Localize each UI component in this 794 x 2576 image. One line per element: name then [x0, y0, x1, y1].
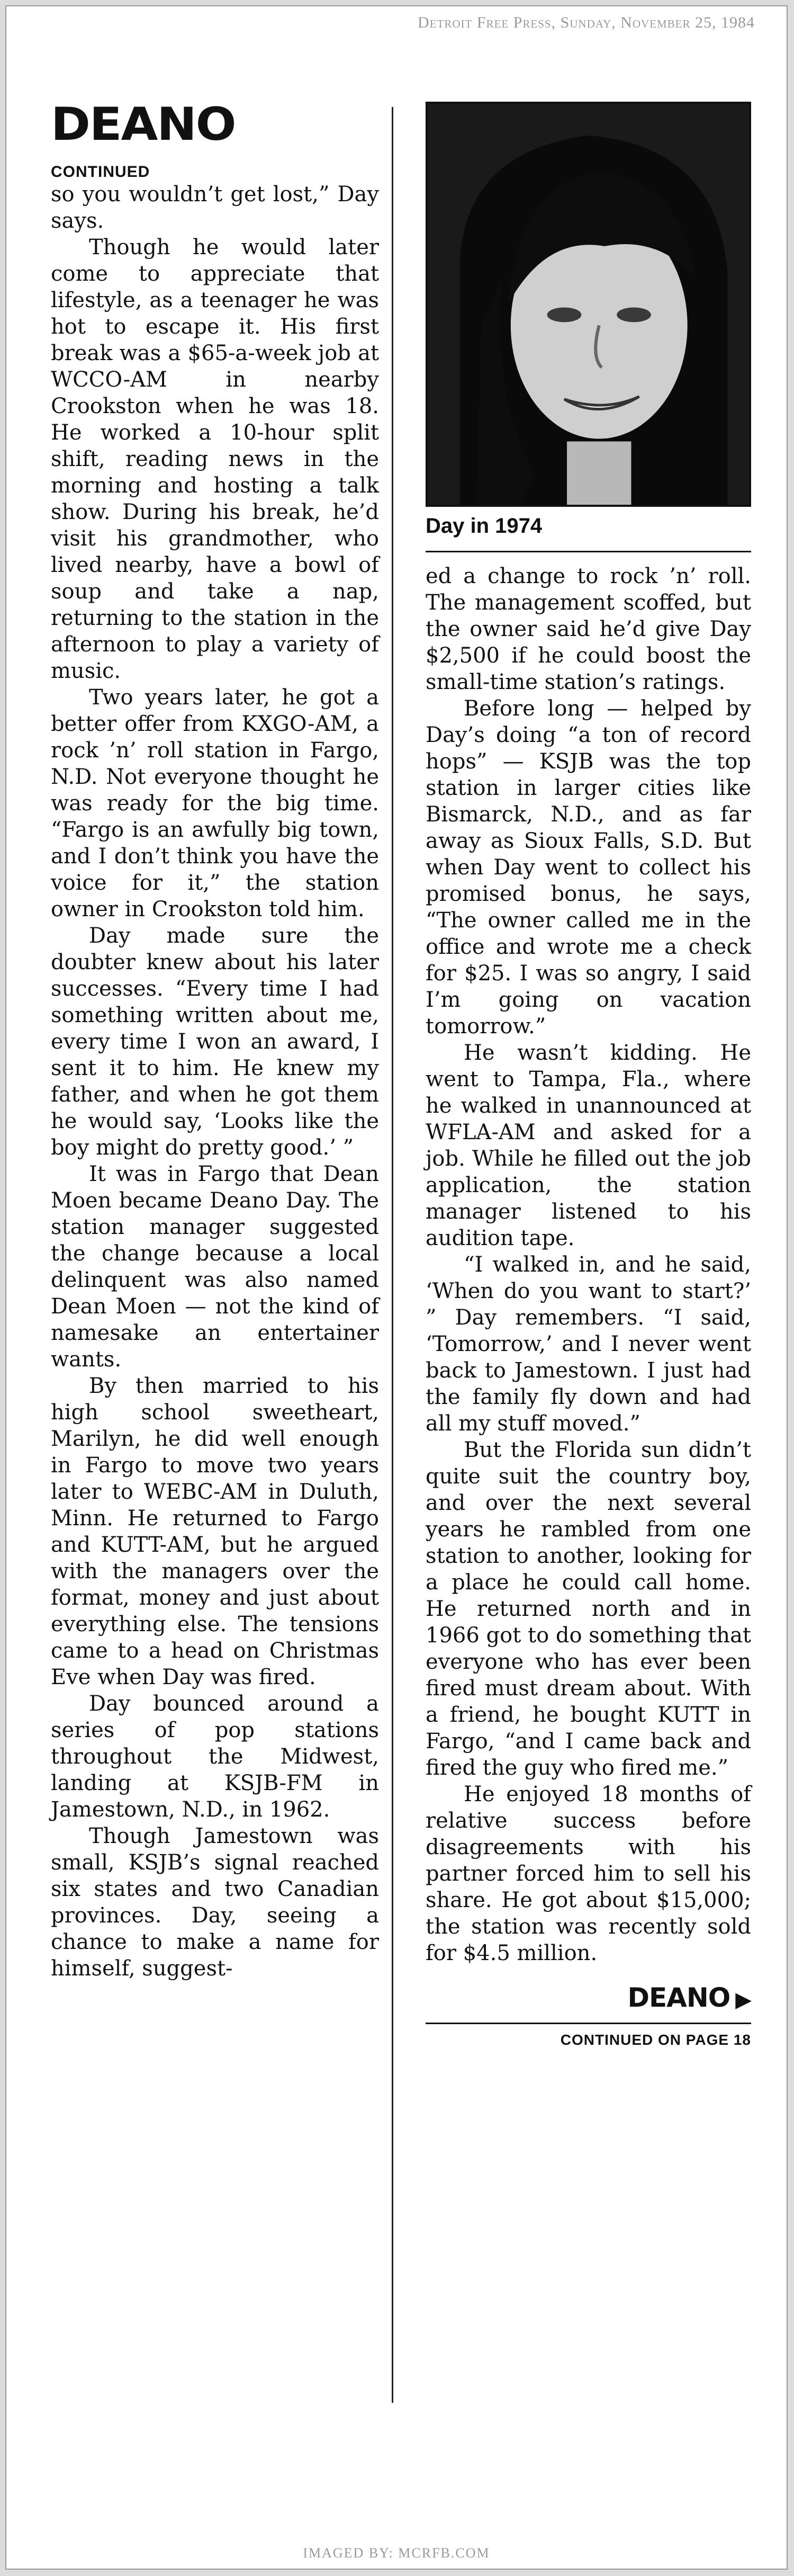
right-triangle-icon: ▶	[735, 1988, 751, 2012]
headline: DEANO	[51, 98, 236, 151]
image-credit: IMAGED BY: MCRFB.COM	[303, 2545, 490, 2561]
paragraph: It was in Fargo that Dean Moen became Deano Day. The station manager suggested the change because a local delinquent was also named Dean Moen — not the kind of namesake an entertainer wants.	[51, 1162, 379, 1372]
paragraph: Day bounced around a series of pop stations throughout the Midwest, landing at KSJB-FM in Jamestown, N.D., in 1962.	[51, 1692, 379, 1822]
column-divider	[392, 107, 393, 2403]
continued-on-page: CONTINUED ON PAGE 18	[560, 2032, 751, 2048]
newspaper-page	[5, 5, 788, 2570]
caption-rule	[426, 551, 751, 552]
paragraph: Though he would later come to appreciate that lifestyle, as a teenager he was hot to escape it. His first break was a $65-a-week job at WCCO-AM in nearby Crookston when he was 18. He worked a 10-hour split shift, reading news in the morning and hosting a talk show. During his break, he’d visit his grandmother, who lived nearby, have a bowl of soup and take a nap, returning to the station in the afternoon to play a variety of music.	[51, 235, 379, 683]
paragraph: Two years later, he got a better offer from KXGO-AM, a rock ’n’ roll station in Fargo, N.D. Not everyone thought he was ready for the big time. “Fargo is an awfully big town, and I don’t think you have the voice for it,” the station owner in Crookston told him.	[51, 685, 379, 922]
paragraph: Before long — helped by Day’s doing “a ton of record hops” — KSJB was the top station in larger cities like Bismarck, N.D., and as far away as Sioux Falls, S.D. But when Day went to collect his promised bonus, he says, “The owner called me in the office and wrote me a check for $25. I was so angry, I said I’m going on vacation tomorrow.”	[426, 696, 751, 1039]
portrait-photo	[426, 102, 751, 507]
paragraph: He enjoyed 18 months of relative success before disagreements with his partner forced him to sell his share. He got about $15,000; the station was recently sold for $4.5 million.	[426, 1782, 751, 1965]
jump-rule	[426, 2023, 751, 2024]
right-column-text	[426, 563, 751, 1966]
paragraph: Though Jamestown was small, KSJB’s signal reached six states and two Canadian provinces. Day, seeing a chance to make a name for himself, suggest-	[51, 1824, 379, 1981]
portrait-illustration	[428, 104, 749, 505]
paragraph: By then married to his high school sweetheart, Marilyn, he did well enough in Fargo to move two years later to WEBC-AM in Duluth, Minn. He returned to Fargo and KUTT-AM, but he argued with the managers over the format, money and just about everything else. The tensions came to a head on Christmas Eve when Day was fired.	[51, 1374, 379, 1689]
paragraph: so you wouldn’t get lost,” Day says.	[51, 182, 379, 233]
right-column	[426, 102, 751, 2049]
jump-headline	[426, 1982, 751, 2013]
dateline: Detroit Free Press, Sunday, November 25, 1984	[418, 14, 755, 31]
jump-label: DEANO	[627, 1982, 730, 2013]
paragraph: “I walked in, and he said, ‘When do you want to start?’ ” Day remembers. “I said, ‘Tomorrow,’ and I never went back to Jamestown. I just had the family fly down and had all my stuff moved.”	[426, 1253, 751, 1436]
photo-caption: Day in 1974	[426, 514, 543, 538]
paragraph: But the Florida sun didn’t quite suit the country boy, and over the next several years he rambled from one station to another, looking for a place he could call home. He returned north and in 1966 got to do something that everyone who has ever been fired must dream about. With a friend, he bought KUTT in Fargo, “and I came back and fired the guy who fired me.”	[426, 1438, 751, 1780]
paragraph: He wasn’t kidding. He went to Tampa, Fla., where he walked in unannounced at WFLA-AM and asked for a job. While he filled out the job application, the station manager listened to his audition tape.	[426, 1041, 751, 1250]
left-column	[51, 98, 379, 1982]
continued-label: CONTINUED	[51, 163, 150, 181]
paragraph: ed a change to rock ’n’ roll. The management scoffed, but the owner said he’d give Day $2,500 if he could boost the small-time station’s ratings.	[426, 564, 751, 694]
paragraph: Day made sure the doubter knew about his later successes. “Every time I had something written about me, every time I won an award, I sent it to him. He knew my father, and when he got them he would say, ‘Looks like the boy might do pretty good.’ ”	[51, 924, 379, 1160]
left-column-text	[51, 181, 379, 1982]
